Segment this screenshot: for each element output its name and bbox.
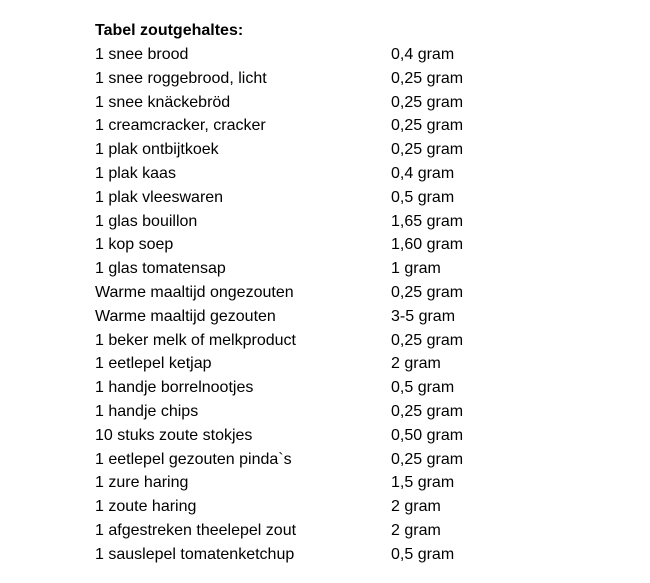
food-item: 1 handje borrelnootjes bbox=[95, 379, 254, 397]
table-row bbox=[95, 495, 635, 519]
food-item: Warme maaltijd gezouten bbox=[95, 307, 276, 325]
salt-amount: 0,5 gram bbox=[391, 188, 455, 206]
salt-content-document bbox=[95, 19, 635, 567]
salt-amount: 0,25 gram bbox=[391, 283, 464, 301]
salt-amount: 0,25 gram bbox=[391, 402, 464, 420]
table-row bbox=[95, 424, 635, 448]
salt-amount: 0,4 gram bbox=[391, 46, 455, 63]
salt-amount: 0,25 gram bbox=[391, 93, 464, 111]
table-row bbox=[95, 281, 635, 305]
food-item: 1 beker melk of melkproduct bbox=[95, 331, 296, 349]
table-row bbox=[95, 400, 635, 424]
table-row bbox=[95, 186, 635, 210]
table-row bbox=[95, 114, 635, 138]
table-row bbox=[95, 138, 635, 162]
table-row bbox=[95, 448, 635, 472]
food-item: Warme maaltijd ongezouten bbox=[95, 283, 294, 301]
salt-amount: 0,25 gram bbox=[391, 450, 464, 468]
food-item: 1 handje chips bbox=[95, 402, 199, 420]
salt-table bbox=[95, 43, 635, 567]
salt-amount: 0,25 gram bbox=[391, 69, 464, 87]
salt-amount: 2 gram bbox=[391, 521, 441, 539]
salt-amount: 0,25 gram bbox=[391, 331, 464, 349]
food-item: 1 glas tomatensap bbox=[95, 260, 226, 278]
table-title: Tabel zoutgehaltes: bbox=[95, 22, 244, 39]
food-item: 1 zoute haring bbox=[95, 498, 197, 516]
salt-amount: 0,5 gram bbox=[391, 379, 455, 397]
food-item: 1 glas bouillon bbox=[95, 212, 198, 230]
salt-amount: 0,5 gram bbox=[391, 545, 455, 563]
food-item: 1 zure haring bbox=[95, 474, 189, 492]
salt-amount: 1,5 gram bbox=[391, 474, 455, 492]
table-row bbox=[95, 162, 635, 186]
table-row bbox=[95, 543, 635, 567]
table-row bbox=[95, 43, 635, 67]
table-row bbox=[95, 376, 635, 400]
table-row bbox=[95, 91, 635, 115]
food-item: 1 sauslepel tomatenketchup bbox=[95, 545, 295, 563]
table-row bbox=[95, 471, 635, 495]
food-item: 1 snee knäckebröd bbox=[95, 93, 231, 111]
salt-amount: 1,65 gram bbox=[391, 212, 464, 230]
table-row bbox=[95, 305, 635, 329]
table-row bbox=[95, 519, 635, 543]
food-item: 1 kop soep bbox=[95, 236, 174, 254]
salt-amount: 0,25 gram bbox=[391, 141, 464, 159]
table-row bbox=[95, 257, 635, 281]
table-row bbox=[95, 210, 635, 234]
salt-amount: 0,25 gram bbox=[391, 117, 464, 135]
food-item: 1 eetlepel ketjap bbox=[95, 355, 212, 373]
salt-amount: 3-5 gram bbox=[391, 307, 456, 325]
salt-amount: 0,4 gram bbox=[391, 164, 455, 182]
food-item: 1 creamcracker, cracker bbox=[95, 117, 266, 135]
salt-amount: 0,50 gram bbox=[391, 426, 464, 444]
salt-amount: 1 gram bbox=[391, 260, 441, 278]
food-item: 1 plak kaas bbox=[95, 164, 176, 182]
salt-amount: 1,60 gram bbox=[391, 236, 464, 254]
food-item: 1 snee brood bbox=[95, 46, 189, 63]
food-item: 1 snee roggebrood, licht bbox=[95, 69, 267, 87]
table-row bbox=[95, 233, 635, 257]
food-item: 1 eetlepel gezouten pinda`s bbox=[95, 450, 292, 468]
food-item: 1 plak vleeswaren bbox=[95, 188, 224, 206]
table-row bbox=[95, 352, 635, 376]
food-item: 1 afgestreken theelepel zout bbox=[95, 521, 297, 539]
food-item: 10 stuks zoute stokjes bbox=[95, 426, 253, 444]
table-row bbox=[95, 67, 635, 91]
salt-amount: 2 gram bbox=[391, 355, 441, 373]
salt-amount: 2 gram bbox=[391, 498, 441, 516]
table-row bbox=[95, 329, 635, 353]
food-item: 1 plak ontbijtkoek bbox=[95, 141, 219, 159]
